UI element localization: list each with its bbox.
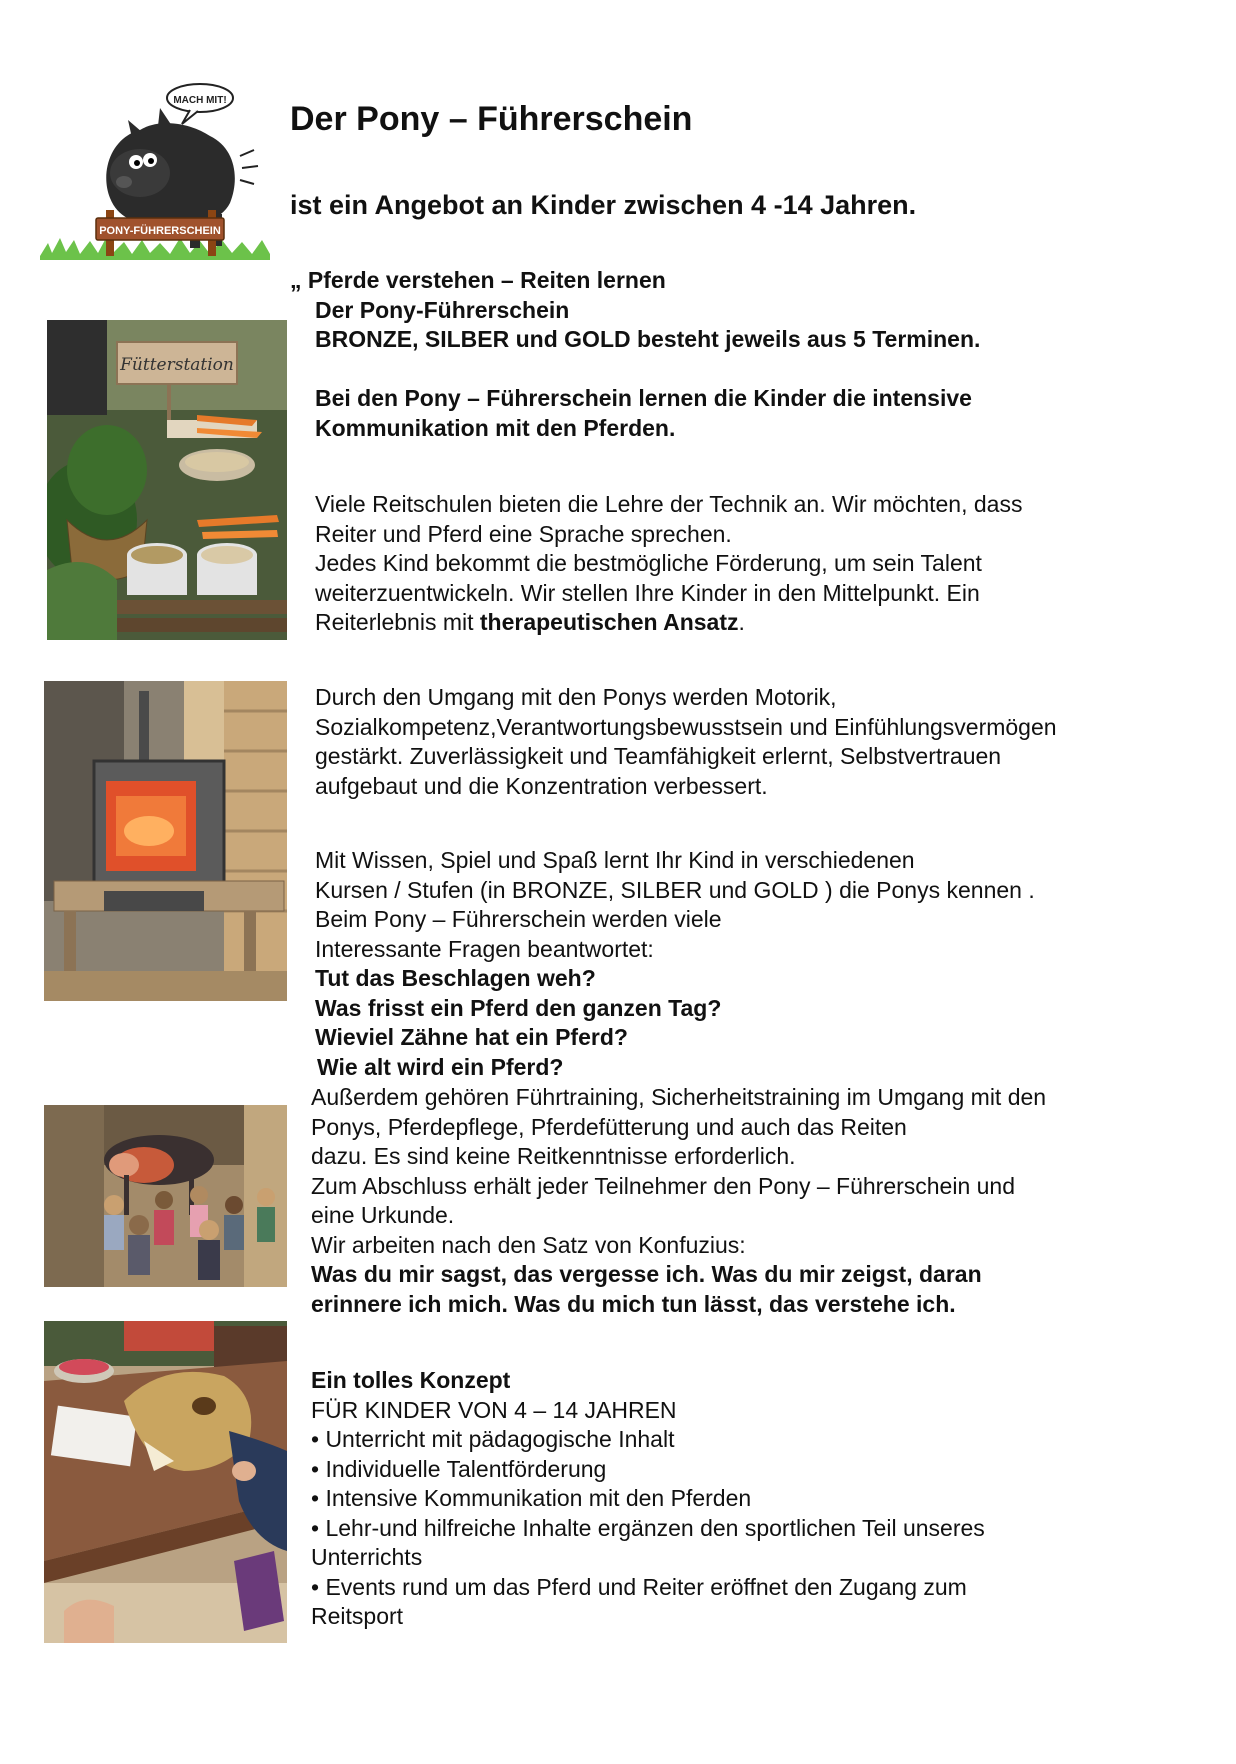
text-line: dazu. Es sind keine Reitkenntnisse erforderlich. — [311, 1143, 796, 1169]
page-subtitle: ist ein Angebot an Kinder zwischen 4 -14 Jahren. — [290, 190, 917, 220]
pony-fuehrerschein-logo — [40, 78, 270, 260]
concept-bullet: • Events rund um das Pferd und Reiter eröffnet den Zugang zum — [311, 1573, 967, 1600]
photo-ofen — [44, 681, 287, 1001]
text-line: Beim Pony – Führerschein werden viele — [315, 906, 722, 932]
text-line: Viele Reitschulen bieten die Lehre der Technik an. Wir möchten, dass — [315, 491, 1023, 517]
concept-bullet: • Intensive Kommunikation mit den Pferden — [311, 1485, 752, 1511]
intro-line: Kommunikation mit den Pferden. — [315, 414, 676, 441]
concept-bullet: • Unterricht mit pädagogische Inhalt — [311, 1426, 675, 1452]
concept-bullet-cont: Reitsport — [311, 1603, 404, 1629]
question-line: Wie alt wird ein Pferd? — [317, 1053, 564, 1080]
paragraph-wissen — [315, 846, 1035, 1082]
sign-fuetterstation: Fütterstation — [120, 355, 234, 375]
question-line: Was frisst ein Pferd den ganzen Tag? — [315, 994, 722, 1021]
text-line: Mit Wissen, Spiel und Spaß lernt Ihr Kind in verschiedenen — [315, 847, 915, 873]
text-line: Kursen / Stufen (in BRONZE, SILBER und GOLD ) die Ponys kennen . — [315, 876, 1035, 903]
paragraph-umgang — [315, 683, 1057, 801]
text-line: Interessante Fragen beantwortet: — [315, 935, 654, 962]
text-span-bold: therapeutischen Ansatz — [479, 609, 739, 635]
text-line: Zum Abschluss erhält jeder Teilnehmer den Pony – Führerschein und — [311, 1172, 1016, 1199]
concept-block — [311, 1366, 985, 1632]
text-span: . — [738, 609, 745, 635]
photo-pferdeschaedel — [44, 1321, 287, 1643]
photo-kinder-pony — [44, 1105, 287, 1287]
text-line: Ponys, Pferdepflege, Pferdefütterung und auch das Reiten — [311, 1113, 907, 1140]
intro-line: BRONZE, SILBER und GOLD besteht jeweils aus 5 Terminen. — [315, 326, 981, 352]
concept-bullet: • Lehr-und hilfreiche Inhalte ergänzen den sportlichen Teil unseres — [311, 1514, 985, 1541]
concept-bullet-cont: Unterrichts — [311, 1544, 423, 1570]
photo-fuetterstation — [47, 320, 287, 640]
intro-line: Bei den Pony – Führerschein lernen die Kinder die intensive — [315, 385, 972, 411]
quote-line: erinnere ich mich. Was du mich tun lässt, das verstehe ich. — [311, 1290, 956, 1317]
concept-bullet: • Individuelle Talentförderung — [311, 1455, 607, 1482]
paragraph-reitschulen — [315, 490, 1022, 638]
text-line: Wir arbeiten nach den Satz von Konfuzius: — [311, 1231, 746, 1258]
text-line: Jedes Kind bekommt die bestmögliche Förderung, um sein Talent — [315, 550, 982, 576]
concept-title: Ein tolles Konzept — [311, 1367, 511, 1393]
text-line: Außerdem gehören Führtraining, Sicherheitstraining im Umgang mit den — [311, 1084, 1047, 1110]
text-line: weiterzuentwickeln. Wir stellen Ihre Kinder in den Mittelpunkt. Ein — [315, 579, 980, 606]
text-line: aufgebaut und die Konzentration verbessert. — [315, 772, 768, 799]
question-line: Tut das Beschlagen weh? — [315, 965, 596, 991]
intro-line: Der Pony-Führerschein — [315, 296, 570, 323]
text-line: Durch den Umgang mit den Ponys werden Motorik, — [315, 684, 837, 710]
text-line — [315, 608, 1022, 638]
quote-line: Was du mir sagst, das vergesse ich. Was du mir zeigst, daran — [311, 1261, 982, 1287]
logo-sign-text: PONY-FÜHRERSCHEIN — [99, 225, 221, 237]
intro-line: „ Pferde verstehen – Reiten lernen — [290, 267, 666, 293]
page-title: Der Pony – Führerschein — [290, 100, 693, 138]
text-line: Reiter und Pferd eine Sprache sprechen. — [315, 520, 732, 547]
text-line: gestärkt. Zuverlässigkeit und Teamfähigkeit erlernt, Selbstvertrauen — [315, 743, 1002, 769]
text-span: Reiterlebnis mit — [315, 609, 480, 635]
question-line: Wieviel Zähne hat ein Pferd? — [315, 1024, 628, 1050]
logo-bubble-text: MACH MIT! — [173, 95, 227, 106]
text-line: eine Urkunde. — [311, 1202, 455, 1228]
intro-block — [290, 266, 980, 443]
concept-subtitle: FÜR KINDER VON 4 – 14 JAHREN — [311, 1396, 677, 1423]
text-line: Sozialkompetenz,Verantwortungsbewusstsein und Einfühlungsvermögen — [315, 713, 1057, 740]
paragraph-ausserdem — [311, 1083, 1046, 1319]
